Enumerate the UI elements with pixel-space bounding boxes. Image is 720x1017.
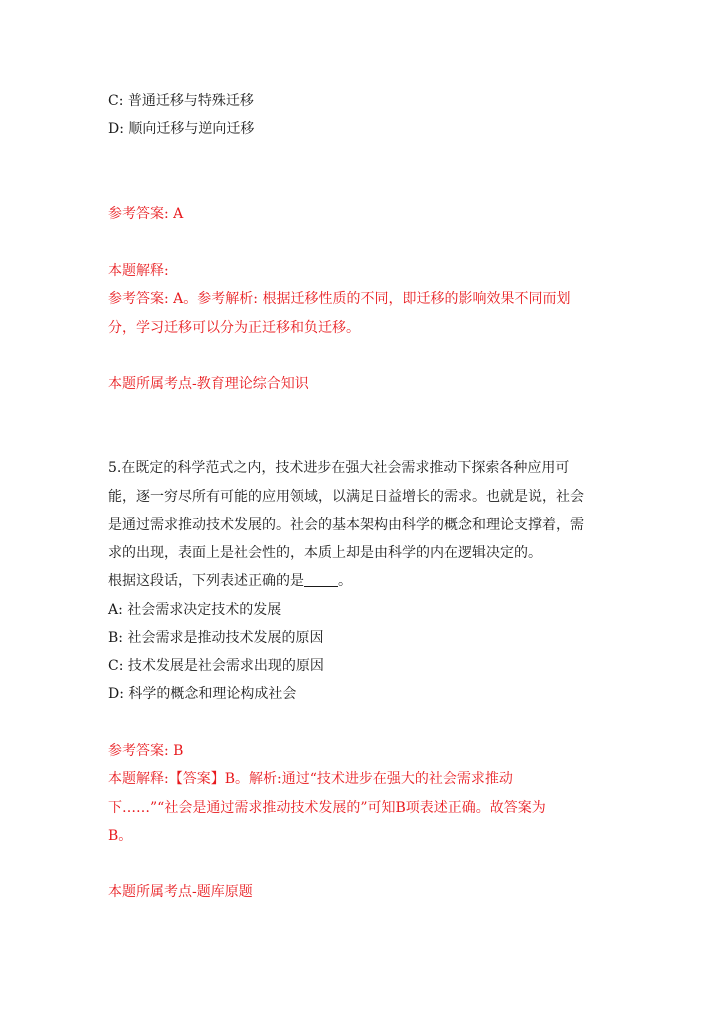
q4-option-c: C: 普通迁移与特殊迁移 <box>108 93 254 109</box>
q5-answer: 参考答案: B <box>108 743 184 759</box>
q4-answer: 参考答案: A <box>108 206 184 222</box>
q5-question <box>108 571 352 591</box>
q5-question-prefix: 根据这段话，下列表述正确的是 <box>108 573 304 589</box>
q5-stem-line-4: 求的出现，表面上是社会性的，本质上却是由科学的内在逻辑决定的。 <box>108 545 542 561</box>
q5-option-b: B: 社会需求是推动技术发展的原因 <box>108 630 324 646</box>
q5-explanation-line-2: 下……”“社会是通过需求推动技术发展的”可知B项表述正确。故答案为 <box>108 800 546 816</box>
q5-option-a: A: 社会需求决定技术的发展 <box>108 602 282 618</box>
q5-option-d: D: 科学的概念和理论构成社会 <box>108 686 297 702</box>
q5-explanation-line-3: B。 <box>108 828 133 844</box>
q5-question-suffix: 。 <box>338 573 352 589</box>
q5-explanation-line-1: 本题解释:【答案】B。解析:通过“技术进步在强大的社会需求推动 <box>108 771 513 787</box>
q4-knowledge-point: 本题所属考点-教育理论综合知识 <box>108 376 309 392</box>
q5-stem-line-3: 是通过需求推动技术发展的。社会的基本架构由科学的概念和理论支撑着，需 <box>108 517 584 533</box>
q5-stem-line-1: 5.在既定的科学范式之内，技术进步在强大社会需求推动下探索各种应用可 <box>108 460 570 476</box>
q5-knowledge-point: 本题所属考点-题库原题 <box>108 884 253 900</box>
q4-explanation-title: 本题解释: <box>108 263 169 279</box>
q5-stem-line-2: 能，逐一穷尽所有可能的应用领域，以满足日益增长的需求。也就是说，社会 <box>108 489 584 505</box>
q5-option-c: C: 技术发展是社会需求出现的原因 <box>108 658 324 674</box>
q4-option-d: D: 顺向迁移与逆向迁移 <box>108 121 255 137</box>
q4-explanation-line-2: 分，学习迁移可以分为正迁移和负迁移。 <box>108 320 360 336</box>
answer-blank <box>304 572 338 587</box>
q4-explanation-line-1: 参考答案: A。参考解析: 根据迁移性质的不同，即迁移的影响效果不同而划 <box>108 291 571 307</box>
